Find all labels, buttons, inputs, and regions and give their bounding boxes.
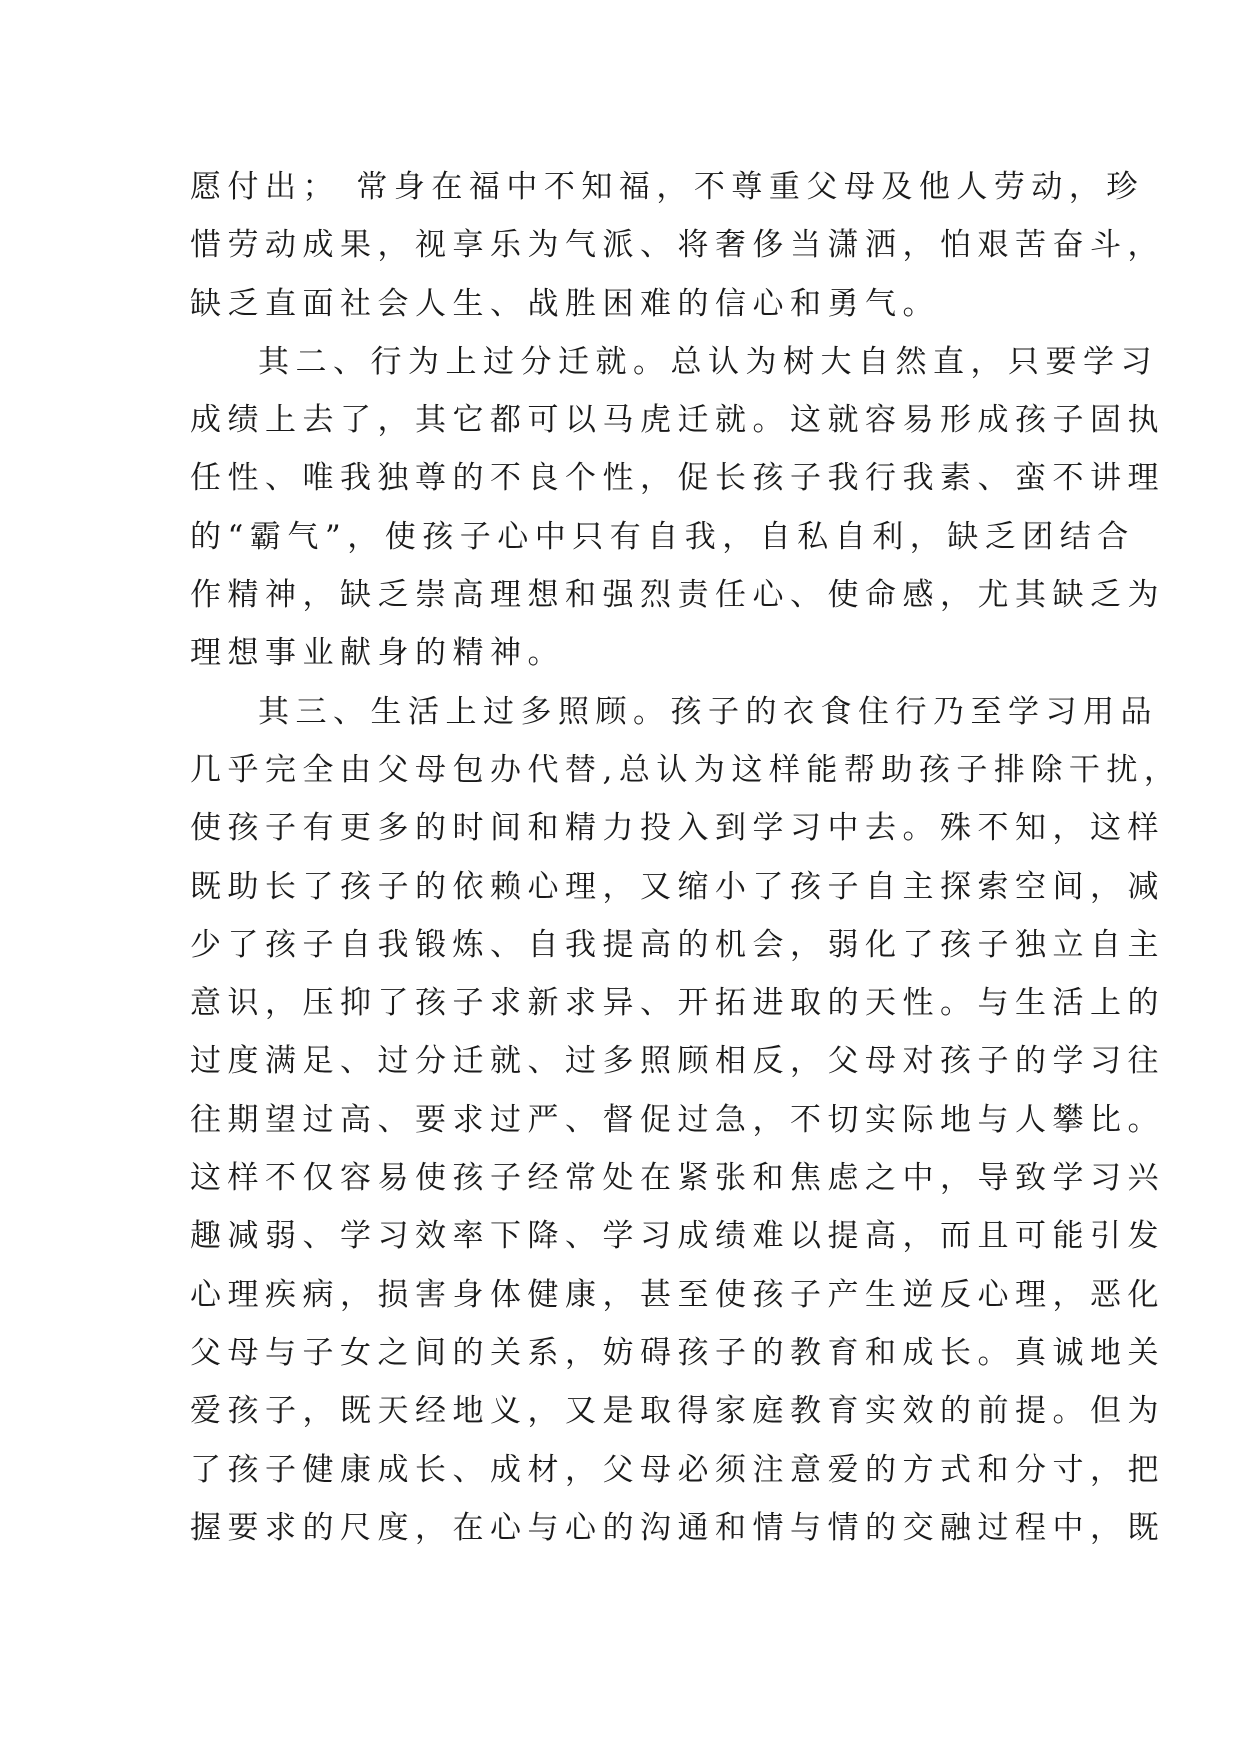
text-line: 过度满足、过分迁就、过多照顾相反，父母对孩子的学习往 (190, 1043, 1165, 1080)
paragraph-start-line: 其二、行为上过分迁就。总认为树大自然直，只要学习 (258, 343, 1158, 380)
text-line: 心理疾病，损害身体健康，甚至使孩子产生逆反心理，恶化 (190, 1276, 1165, 1313)
text-line: 几乎完全由父母包办代替,总认为这样能帮助孩子排除干扰， (190, 751, 1182, 788)
text-line: 这样不仅容易使孩子经常处在紧张和焦虑之中，导致学习兴 (190, 1160, 1165, 1197)
text-line: 任性、唯我独尊的不良个性，促长孩子我行我素、蛮不讲理 (190, 460, 1165, 497)
text-line: 作精神，缺乏崇高理想和强烈责任心、使命感，尤其缺乏为 (190, 577, 1165, 614)
text-line: 趣减弱、学习效率下降、学习成绩难以提高，而且可能引发 (190, 1218, 1165, 1255)
text-line: 理想事业献身的精神。 (190, 635, 565, 672)
text-line: 了孩子健康成长、成材，父母必须注意爱的方式和分寸，把 (190, 1451, 1165, 1488)
text-line: 少了孩子自我锻炼、自我提高的机会，弱化了孩子独立自主 (190, 926, 1165, 963)
text-line: 意识，压抑了孩子求新求异、开拓进取的天性。与生活上的 (190, 985, 1165, 1022)
text-line: 既助长了孩子的依赖心理，又缩小了孩子自主探索空间，减 (190, 868, 1165, 905)
text-line: 往期望过高、要求过严、督促过急，不切实际地与人攀比。 (190, 1101, 1165, 1138)
body-text (190, 158, 1182, 1557)
text-line: 惜劳动成果，视享乐为气派、将奢侈当潇洒，怕艰苦奋斗， (190, 227, 1165, 264)
text-line: 缺乏直面社会人生、战胜困难的信心和勇气。 (190, 285, 940, 322)
text-line: 爱孩子，既天经地义，又是取得家庭教育实效的前提。但为 (190, 1393, 1165, 1430)
text-line: 的“霸气”，使孩子心中只有自我，自私自利，缺乏团结合 (190, 518, 1135, 555)
text-line: 成绩上去了，其它都可以马虎迁就。这就容易形成孩子固执 (190, 402, 1165, 439)
text-line: 使孩子有更多的时间和精力投入到学习中去。殊不知，这样 (190, 810, 1165, 847)
text-line: 父母与子女之间的关系，妨碍孩子的教育和成长。真诚地关 (190, 1334, 1165, 1371)
paragraph-start-line: 其三、生活上过多照顾。孩子的衣食住行乃至学习用品 (258, 693, 1158, 730)
text-line: 愿付出； 常身在福中不知福，不尊重父母及他人劳动，珍 (190, 169, 1144, 205)
text-line: 握要求的尺度，在心与心的沟通和情与情的交融过程中，既 (190, 1509, 1165, 1546)
